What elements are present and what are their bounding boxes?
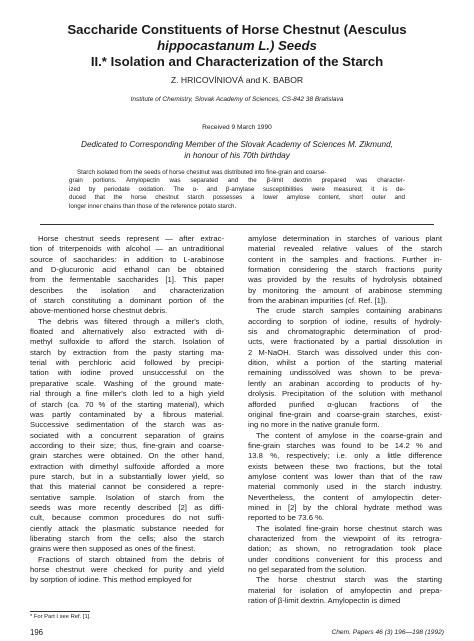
body-line: amylose content was lower than that of the raw xyxy=(248,471,442,481)
abstract-line: longer inner chains than those of the reference potato starch. xyxy=(69,202,237,210)
body-line: preparative scale. Washing of the ground mate- xyxy=(30,378,224,388)
article-title xyxy=(40,22,434,70)
body-line: Fractions of starch obtained from the debris of xyxy=(38,554,224,564)
body-line: from the fermentable saccharides [1]. This paper xyxy=(30,275,224,285)
body-line: afforded purified α-glucan fractions of the xyxy=(248,399,442,409)
body-line: of starch (ca. 70 % of the starting material), which xyxy=(30,399,224,409)
body-line: above-mentioned horse chestnut debris. xyxy=(30,306,168,316)
body-line: tion of triterpenoids with alcohol — an untraditional xyxy=(30,244,224,254)
body-line: exists between these two fractions, but the total xyxy=(248,461,442,471)
abstract-line: Starch isolated from the seeds of horse chestnut was distributed into fine-grain and coarse- xyxy=(77,169,327,176)
body-line: formation considering the starch fractions purity xyxy=(248,265,442,275)
body-line: methyl sulfoxide to afford the starch. Isolation of xyxy=(30,337,224,347)
body-line: The debris was filtered through a miller's cloth, xyxy=(38,316,224,326)
body-line: material for isolation of amylopectin and prepa- xyxy=(248,585,442,595)
body-line: grain starches were obtained. On the other hand, xyxy=(30,451,224,461)
body-line: no gel separated from the solution. xyxy=(248,565,367,574)
body-line: and D-glucuronic acid ethanol can be obtained xyxy=(30,265,224,275)
body-line: dation; as shown, no retrogradation took place xyxy=(248,544,442,554)
body-line: floated and alternatively also extracted with di- xyxy=(30,327,224,337)
body-line: The crude starch samples containing arabinans xyxy=(256,306,442,316)
abstract-line: ized by periodate oxidation. The α- and β-amylase susceptibilities were measured; it is de- xyxy=(69,185,405,193)
body-line: sociated with a concurrent separation of grains xyxy=(30,430,224,440)
authors: Z. HRICOVÍNIOVÁ and K. BABOR xyxy=(170,75,304,85)
body-line: from the arabinan impurities (cf. Ref. [1]). xyxy=(248,296,388,306)
body-line: 2 M-NaOH. Starch was dissolved under this con- xyxy=(248,347,442,357)
body-line: amylose determination in starches of various plant xyxy=(248,234,442,243)
body-line: cult, because common procedures do not suffi- xyxy=(30,513,224,523)
body-column-left xyxy=(30,234,224,586)
body-line: fine-grain starches was found to be 14.2 % and xyxy=(248,440,442,450)
body-line: ucts, were fractionated by a partial dissolution in xyxy=(248,337,442,347)
body-line: was partly contaminated by a fibrous material. xyxy=(30,409,224,419)
body-line: original fine-grain and coarse-grain starches, exist- xyxy=(248,409,442,419)
body-line: Horse chestnut seeds represent — after extrac- xyxy=(38,234,224,243)
body-line: ciently attack the plasmatic substance needed for xyxy=(30,523,224,533)
body-line: describes the isolation and characterization xyxy=(30,285,224,295)
body-line: lently an arabinan according to products of hy- xyxy=(248,378,442,388)
body-line: under conditions convenient for this process and xyxy=(248,554,442,564)
footnote-divider xyxy=(30,611,90,612)
body-line: 13.8 %, respectively; i.e. only a little difference xyxy=(248,451,442,461)
body-line: grains were then supposed as ones of the finest. xyxy=(30,544,196,554)
body-line: source of saccharides: in addition to L-arabinose xyxy=(30,254,224,264)
body-line: Successive sedimentation of the starch was as- xyxy=(30,420,224,430)
body-line: ing no more in the native granule form. xyxy=(248,420,380,430)
body-line: according to their size; thus, fine-grain and coarse- xyxy=(30,440,224,450)
body-column-right xyxy=(248,234,442,606)
abstract-line: duced that the horse chestnut starch possesses a lower amylose content, short outer and xyxy=(69,194,405,202)
body-line: mined in [2] by the chloral hydrate method was xyxy=(248,502,442,512)
body-line: horse chestnut were checked for purity and yield xyxy=(30,565,224,574)
body-line: by sorption of iodine. This method employed for xyxy=(30,575,192,585)
body-line: sis and chromatographic determination of prod- xyxy=(248,327,442,337)
body-line: The horse chestnut starch was the starting xyxy=(256,575,442,585)
dedication-line: Dedicated to Corresponding Member of the Slovak Academy of Sciences M. Zikmund, xyxy=(81,140,393,149)
body-line: sentative sample. Isolation of starch from the xyxy=(30,492,224,502)
body-line: starch by extraction from the pasty starting ma- xyxy=(30,347,224,357)
body-line: pure starch, but in a substantially lower yield, so xyxy=(30,471,224,481)
title-line: II.* Isolation and Characterization of the Starch xyxy=(90,54,384,69)
body-line: material revealed relative values of the starch xyxy=(248,244,442,254)
body-line: that this material cannot be considered a repre- xyxy=(30,482,224,492)
body-line: The isolated fine-grain horse chestnut starch was xyxy=(256,523,442,533)
title-line: Saccharide Constituents of Horse Chestnut (Aesculus xyxy=(67,22,407,37)
abstract xyxy=(69,169,405,211)
title-line: hippocastanum L.) Seeds xyxy=(157,38,317,53)
body-line: drolysis. Precipitation of the solution with methanol xyxy=(248,389,442,399)
body-line: according to sorption of iodine, results of hydroly- xyxy=(248,316,442,326)
body-line: was provided by the results of hydrolysis obtained xyxy=(248,275,442,285)
footnote: * For Part I see Ref. [1]. xyxy=(30,614,91,620)
body-line: dition, whilst a portion of the starting material xyxy=(248,358,442,368)
body-line: seeds was more recently described [2] as diffi- xyxy=(30,502,224,512)
body-line: rial through a fine miller's cloth led to a high yield xyxy=(30,389,224,399)
body-line: extraction with dimethyl sulfoxide afforded a more xyxy=(30,461,224,471)
body-line: by monitoring the amount of arabinose stemming xyxy=(248,285,442,295)
body-line: reported to be 73.6 %. xyxy=(248,513,325,523)
body-line: Nevertheless, the content of amylopectin deter- xyxy=(248,492,442,502)
body-line: ration of β-limit dextrin. Amylopectin is dimed xyxy=(248,596,401,606)
abstract-divider xyxy=(40,224,434,225)
received-date: Received 9 March 1990 xyxy=(202,124,272,131)
body-line: remaining undissolved was shown to be preva- xyxy=(248,368,442,378)
dedication xyxy=(40,139,434,161)
abstract-line: grain portions. Amylopectin was separated and the β-limit dextrin prepared was character- xyxy=(69,177,405,185)
dedication-line: in honour of his 70th birthday xyxy=(184,151,290,160)
body-line: terial with perchloric acid followed by precipi- xyxy=(30,358,224,368)
affiliation: Institute of Chemistry, Slovak Academy of Sciences, CS-842 38 Bratislava xyxy=(130,96,344,103)
body-line: content in the samples and fractions. Further in- xyxy=(248,254,442,264)
page-number: 196 xyxy=(30,628,44,637)
body-line: material commonly used in the starch industry. xyxy=(248,482,442,492)
body-line: characterized from the viewpoint of its retrogra- xyxy=(248,533,442,543)
body-line: tation with iodine proved unsuccessful on the xyxy=(30,368,224,378)
body-line: The content of amylose in the coarse-grain and xyxy=(256,430,442,440)
body-line: liberating starch from the cells; also the starch xyxy=(30,533,224,543)
journal-reference: Chem. Papers 46 (3) 196—198 (1992) xyxy=(331,629,444,636)
body-line: of starch constituting a dominant portion of the xyxy=(30,296,224,306)
